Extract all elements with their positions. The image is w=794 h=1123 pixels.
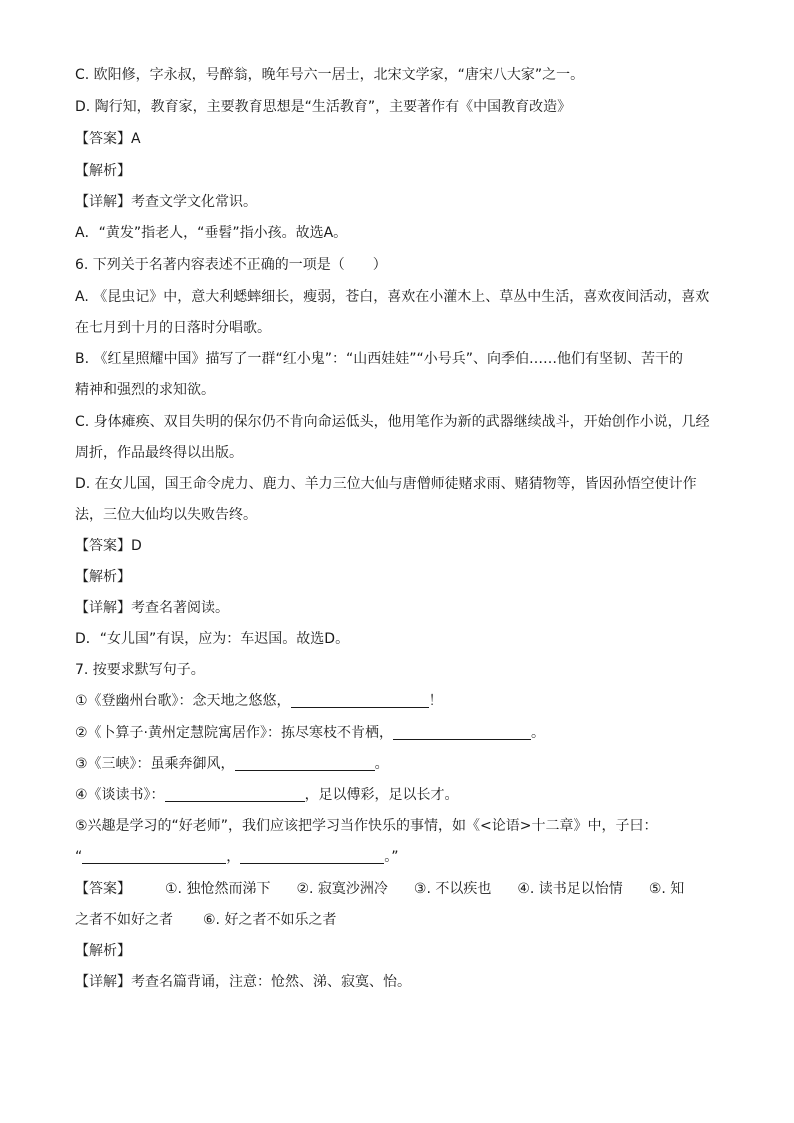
q7-answer-5-start: ⑤. 知 [648, 881, 685, 897]
q7-analysis-label: 【解析】 [75, 943, 131, 959]
q7-s3-blank[interactable] [235, 756, 375, 771]
q7-s4-blank[interactable] [165, 787, 305, 802]
q7-s2-suffix: 。 [531, 725, 545, 741]
q6-explanation: D．“女儿国”有误，应为：车迟国。故选D。 [75, 631, 350, 647]
q7-sentence-1 [75, 692, 443, 710]
q5-option-d: D. 陶行知，教育家，主要教育思想是“生活教育”，主要著作有《中国教育改造》 [75, 99, 572, 115]
q7-s1-suffix: ！ [428, 693, 443, 709]
q7-detail: 【详解】考查名篇背诵，注意：怆然、涕、寂寞、怡。 [75, 974, 411, 990]
q6-answer: 【答案】D [75, 538, 142, 554]
q7-sentence-4 [75, 786, 459, 804]
q7-s4-prefix: ④《谈读书》： [75, 787, 165, 803]
q7-s5-blank-1[interactable] [82, 849, 226, 864]
q6-option-a-line1: A. 《昆虫记》中，意大利蟋蟀细长，瘦弱，苍白，喜欢在小灌木上、草丛中生活，喜欢夜间活动，喜欢 [75, 289, 710, 305]
q6-stem: 6. 下列关于名著内容表述不正确的一项是（ ） [75, 257, 387, 273]
q5-detail: 【详解】考查文学文化常识。 [75, 194, 257, 210]
q7-answer-4: ④. 读书足以怡情 [517, 881, 623, 897]
q7-s5-blank-2[interactable] [240, 849, 384, 864]
q6-analysis-label: 【解析】 [75, 569, 131, 585]
q6-option-d-line1: D. 在女儿国，国王命令虎力、鹿力、羊力三位大仙与唐僧师徒赌求雨、赌猜物等，皆因孙悟空使计作 [75, 476, 697, 492]
q7-stem: 7. 按要求默写句子。 [75, 662, 205, 678]
q7-s4-suffix: ，足以傅彩，足以长才。 [304, 787, 459, 803]
q7-answer-6: ⑥. 好之者不如乐之者 [203, 912, 337, 928]
q7-answer-2: ②. 寂寞沙洲冷 [296, 881, 388, 897]
q7-s3-prefix: ③《三峡》：虽乘奔御风， [75, 756, 235, 772]
q6-option-b-line1: B. 《红星照耀中国》描写了一群“红小鬼”：“山西娃娃”“小号兵”、向季伯……他们有坚韧、苦干的 [75, 351, 684, 367]
q7-s5-close: 。” [384, 849, 399, 865]
q7-answer-line-1 [75, 880, 684, 898]
q7-s2-blank[interactable] [393, 725, 531, 740]
q6-option-d-line2: 法，三位大仙均以失败告终。 [75, 507, 257, 523]
q7-s5-comma: ， [226, 849, 241, 865]
q7-answer-line-2 [75, 911, 336, 929]
q7-sentence-3 [75, 755, 389, 773]
q5-answer: 【答案】A [75, 131, 141, 147]
q6-option-a-line2: 在七月到十月的日落时分唱歌。 [75, 320, 271, 336]
q5-explanation: A．“黄发”指老人，“垂髫”指小孩。故选A。 [75, 225, 348, 241]
q7-s3-suffix: 。 [374, 756, 389, 772]
q6-option-c-line2: 周折，作品最终得以出版。 [75, 445, 243, 461]
q7-sentence-2 [75, 724, 545, 742]
q6-detail: 【详解】考查名著阅读。 [75, 600, 229, 616]
q7-answer-label: 【答案】 [75, 881, 131, 897]
q5-analysis-label: 【解析】 [75, 163, 131, 179]
q7-s2-prefix: ②《卜算子·黄州定慧院寓居作》：拣尽寒枝不肯栖， [75, 725, 393, 741]
q6-option-b-line2: 精神和强烈的求知欲。 [75, 382, 215, 398]
q7-answer-5-end: 之者不如好之者 [75, 912, 173, 928]
q7-answer-1: ①. 独怆然而涕下 [165, 881, 271, 897]
q7-s5-open-quote: “ [75, 849, 83, 865]
q5-option-c: C. 欧阳修，字永叔，号醉翁，晚年号六一居士，北宋文学家，“唐宋八大家”之一。 [75, 67, 585, 83]
q7-s1-prefix: ①《登幽州台歌》：念天地之悠悠， [75, 693, 291, 709]
q7-answer-3: ③. 不以疾也 [413, 881, 492, 897]
q7-sentence-5: ⑤兴趣是学习的“好老师”，我们应该把学习当作快乐的事情，如《<论语>十二章》中，子曰： [75, 818, 658, 834]
q7-sentence-5-blanks [75, 848, 399, 866]
q6-option-c-line1: C. 身体瘫痪、双目失明的保尔仍不肯向命运低头，他用笔作为新的武器继续战斗，开始创作小说，几经 [75, 414, 710, 430]
q7-s1-blank[interactable] [291, 693, 429, 708]
